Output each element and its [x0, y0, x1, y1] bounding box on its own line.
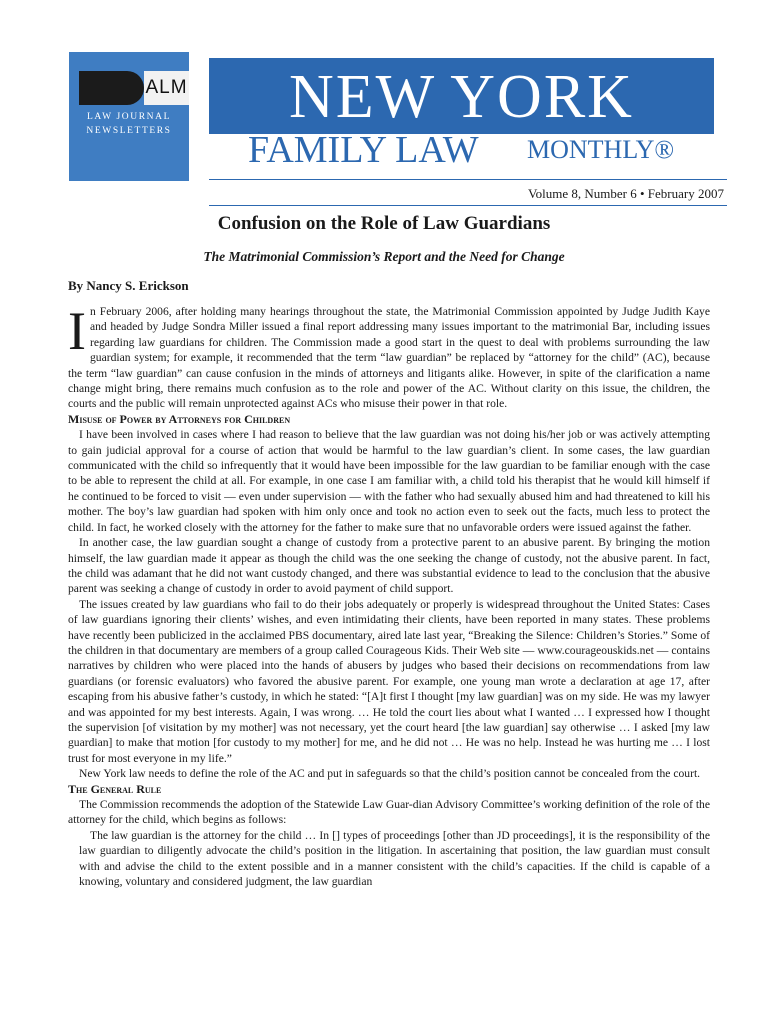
alm-subtitle [69, 110, 189, 138]
drop-cap: I [68, 301, 86, 361]
block-quote: The law guardian is the attorney for the child … In [] types of proceedings [other than JD proceedings], it is the responsibility of the law guardian to diligently advocate the child’s position in the litigation. In ascertaining that position, the law guardian must consult with and advise the child to the extent possible and in a manner consistent with the child’s capacities. If the child is capable of a knowing, voluntary and considered judgment, the law guardian [79, 828, 710, 889]
title-monthly: MONTHLY® [527, 135, 675, 164]
paragraph-3: In another case, the law guardian sought a change of custody from a protective parent to an abusive parent. By bringing the motion himself, the law guardian made it appear as though the child was the one seeking the change of custody, not the abusive parent. In fact, the child was adamant that he did not want custody changed, and there was substantial evidence to lead to the conclusion that the abusive parent was seeking a change of custody in order to avoid payment of child support. [68, 536, 710, 596]
issue-info: Volume 8, Number 6 • February 2007 [527, 186, 724, 201]
article-subhead: The Matrimonial Commission’s Report and the Need for Change [203, 249, 565, 264]
paragraph-6: The Commission recommends the adoption of the Statewide Law Guar-dian Advisory Committee’s working definition of the role of the attorney for the child, which begins as follows: [68, 798, 710, 827]
article-body [68, 301, 710, 889]
paragraph-1 [68, 301, 710, 412]
alm-logo [69, 52, 189, 181]
alm-tab [69, 71, 189, 105]
masthead-rule [209, 179, 727, 180]
paragraph-2: I have been involved in cases where I had reason to believe that the law guardian was not doing his/her job or was actively attempting to gain judicial approval for a course of action that would be harmful to the law guardian’s client. In some cases, the law guardian communicated with the child so infrequently that it would have been impossible for the law guardian to be familiar enough with the case to be able to represent the child at all. For example, in one case I am familiar with, a child told his therapist that he would kill himself if he continued to be forced to visit — even under supervision — with the father who had sexually abused him and had threatened to kill his mother. The boy’s law guardian had spoken with him only once and took no action even to seek out the facts, much less to protect the child. In fact, he worked closely with the attorney for the father to make sure that no unfavorable orders were issued against the father. [68, 428, 710, 534]
alm-subtitle-line-2: NEWSLETTERS [86, 126, 172, 136]
alm-subtitle-line-1: LAW JOURNAL [87, 112, 171, 122]
article-headline: Confusion on the Role of Law Guardians [217, 213, 551, 234]
paragraph-5: New York law needs to define the role of the AC and put in safeguards so that the child’s position cannot be concealed from the court. [79, 767, 701, 781]
paragraph-4: The issues created by law guardians who fail to do their jobs adequately or properly is widespread throughout the United States: Cases of law guardians ignoring their clients’ wishes, and even intimidating their clients, have been reported in many states. These problems have recently been publicized in the acclaimed PBS documentary, aired late last year, “Breaking the Silence: Children’s Stories.” Some of the children in that documentary are members of a group called Courageous Kids. Their Web site — www.courageouskids.net — contains narratives by children who were placed into the hands of abusers by judges who based their decisions on recommendations from law guardians (or forensic evaluators) who favored the abusive parent. For example, one young man wrote a declaration at age 17, after escaping from his abusive father’s custody, in which he stated: “[A]t first I thought [my law guardian] was on my side. He was my lawyer and was appointed for my best interests. Again, I was wrong. … He told the court lies about what I wanted … I expressed how I thought the supervision [of visitation by my mother] was not necessary, yet the court heard [the law guardian] say otherwise … I asked [my law guardian] to make that motion [for custody to my mother] for me, and he did not … He was no help. Instead he was hurting me … I lost trust for most everyone in my life.” [68, 597, 710, 765]
alm-wordmark: ALM [145, 77, 188, 98]
article-byline: By Nancy S. Erickson [68, 278, 189, 293]
title-family-law: FAMILY LAW [248, 129, 479, 171]
alm-tab-dark [79, 71, 144, 105]
title-banner [209, 58, 714, 134]
section-heading-misuse: Misuse of Power by Attorneys for Children [68, 411, 291, 426]
paragraph-1-text: n February 2006, after holding many hearings throughout the state, the Matrimonial Commission appointed by Judge Judith Kaye and headed by Judge Sondra Miller issued a final report addressing many issues important to the matrimonial Bar, including issues regarding law guardians for children. The Commission made a good start in the quest to deal with problems surrounding the law guardian system; for example, it recommended that the term “law guardian” be replaced by “attorney for the child” (AC), because the term “law guardian” can cause confusion in the minds of attorneys and litigants alike. However, in spite of the clarification a name change might bring, there remains much confusion as to the role and power of the AC. Without clarity on this issue, the children, the courts and the public will remain unprotected against ACs who misuse their power in that role. [68, 305, 710, 411]
section-heading-general-rule: The General Rule [68, 781, 162, 796]
issue-rule [209, 205, 727, 206]
title-new-york: NEW YORK [289, 63, 634, 131]
